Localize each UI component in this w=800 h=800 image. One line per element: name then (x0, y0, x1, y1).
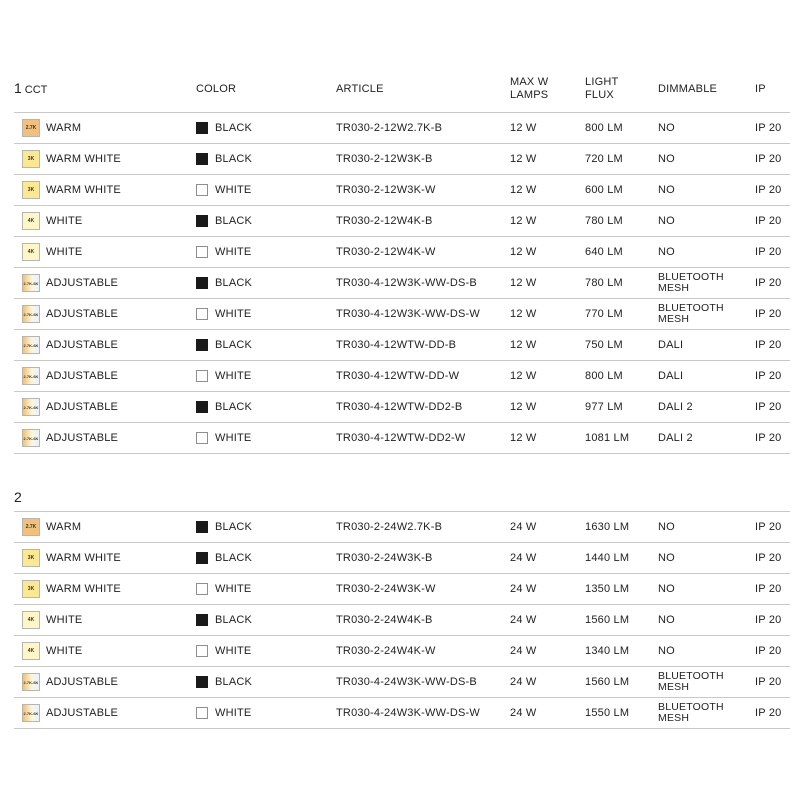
light-flux-cell: 780 LM (585, 215, 623, 227)
light-flux-cell: 1350 LM (585, 583, 630, 595)
article-cell: TR030-4-24W3K-WW-DS-B (336, 676, 477, 688)
ip-cell: IP 20 (755, 215, 782, 227)
color-swatch-icon (196, 707, 208, 719)
cct-label: WARM WHITE (46, 552, 121, 564)
color-label: BLACK (215, 339, 253, 351)
article-cell: TR030-2-12W3K-W (336, 184, 436, 196)
cct-cell (22, 330, 118, 360)
ip-cell: IP 20 (755, 521, 782, 533)
light-flux-cell: 1630 LM (585, 521, 630, 533)
ip-cell: IP 20 (755, 308, 782, 320)
header-color: COLOR (196, 83, 237, 95)
color-cell (196, 237, 251, 267)
ip-cell: IP 20 (755, 676, 782, 688)
cct-label: ADJUSTABLE (46, 676, 119, 688)
cct-badge-icon: 2.7K-6K (22, 673, 40, 691)
table-row (14, 175, 790, 206)
color-swatch-icon (196, 676, 208, 688)
color-label: BLACK (215, 215, 253, 227)
color-swatch-icon (196, 308, 208, 320)
cct-cell (22, 361, 118, 391)
color-label: BLACK (215, 521, 253, 533)
color-label: WHITE (215, 246, 252, 258)
max-w-cell: 12 W (510, 246, 537, 258)
light-flux-cell: 750 LM (585, 339, 623, 351)
light-flux-cell: 600 LM (585, 184, 623, 196)
color-swatch-icon (196, 552, 208, 564)
dimmable-cell: NO (658, 552, 675, 564)
cct-label: WARM WHITE (46, 184, 121, 196)
dimmable-cell: NO (658, 153, 675, 165)
cct-cell (22, 574, 121, 604)
color-label: BLACK (215, 614, 253, 626)
dimmable-line1: BLUETOOTH (658, 670, 724, 682)
dimmable-cell (658, 698, 748, 728)
color-swatch-icon (196, 521, 208, 533)
article-cell: TR030-4-12WTW-DD2-B (336, 401, 463, 413)
color-cell (196, 330, 252, 360)
dimmable-cell: DALI (658, 339, 684, 351)
cct-badge-icon: 2.7K (22, 119, 40, 137)
cct-badge-icon: 4K (22, 611, 40, 629)
cct-cell (22, 268, 118, 298)
cct-badge-icon: 4K (22, 642, 40, 660)
article-cell: TR030-2-12W4K-B (336, 215, 433, 227)
article-cell: TR030-2-12W3K-B (336, 153, 433, 165)
ip-cell: IP 20 (755, 707, 782, 719)
article-cell: TR030-2-24W4K-B (336, 614, 433, 626)
color-swatch-icon (196, 246, 208, 258)
ip-cell: IP 20 (755, 339, 782, 351)
article-cell: TR030-4-12WTW-DD-W (336, 370, 460, 382)
dimmable-line1: BLUETOOTH (658, 701, 724, 713)
max-w-cell: 12 W (510, 122, 537, 134)
color-label: WHITE (215, 184, 252, 196)
cct-cell (22, 605, 82, 635)
table-row (14, 574, 790, 605)
cct-cell (22, 113, 81, 143)
table-row (14, 543, 790, 574)
light-flux-cell: 1560 LM (585, 614, 630, 626)
light-flux-cell: 770 LM (585, 308, 623, 320)
light-flux-cell: 1440 LM (585, 552, 630, 564)
color-cell (196, 268, 252, 298)
dimmable-cell: NO (658, 184, 675, 196)
dimmable-line2: MESH (658, 282, 690, 294)
header-max-w-line1: MAX W (510, 76, 549, 88)
table-row (14, 144, 790, 175)
max-w-cell: 24 W (510, 521, 537, 533)
color-swatch-icon (196, 645, 208, 657)
table-row (14, 361, 790, 392)
header-light-flux (585, 76, 618, 102)
cct-label: ADJUSTABLE (46, 339, 119, 351)
color-cell (196, 206, 252, 236)
cct-badge-icon: 3K (22, 181, 40, 199)
color-label: BLACK (215, 676, 253, 688)
color-cell (196, 605, 252, 635)
max-w-cell: 24 W (510, 552, 537, 564)
max-w-cell: 12 W (510, 184, 537, 196)
max-w-cell: 24 W (510, 583, 537, 595)
cct-label: WHITE (46, 645, 83, 657)
color-label: BLACK (215, 277, 253, 289)
color-label: BLACK (215, 401, 253, 413)
cct-cell (22, 667, 118, 697)
color-cell (196, 698, 251, 728)
max-w-cell: 24 W (510, 614, 537, 626)
table-row (14, 423, 790, 454)
article-cell: TR030-4-24W3K-WW-DS-W (336, 707, 480, 719)
max-w-cell: 24 W (510, 676, 537, 688)
cct-label: WHITE (46, 215, 83, 227)
dimmable-cell: NO (658, 246, 675, 258)
dimmable-cell: NO (658, 521, 675, 533)
cct-label: ADJUSTABLE (46, 277, 119, 289)
color-label: WHITE (215, 432, 252, 444)
cct-cell (22, 543, 121, 573)
color-label: BLACK (215, 552, 253, 564)
cct-label: ADJUSTABLE (46, 401, 119, 413)
light-flux-cell: 977 LM (585, 401, 623, 413)
article-cell: TR030-2-12W2.7K-B (336, 122, 443, 134)
max-w-cell: 12 W (510, 215, 537, 227)
article-cell: TR030-2-24W3K-W (336, 583, 436, 595)
cct-label: WARM (46, 122, 82, 134)
color-cell (196, 144, 252, 174)
dimmable-line2: MESH (658, 712, 690, 724)
ip-cell: IP 20 (755, 645, 782, 657)
max-w-cell: 24 W (510, 707, 537, 719)
color-label: WHITE (215, 370, 252, 382)
max-w-cell: 12 W (510, 277, 537, 289)
dimmable-cell (658, 268, 748, 298)
cct-label: WARM WHITE (46, 153, 121, 165)
cct-badge-icon: 2.7K-6K (22, 274, 40, 292)
color-cell (196, 574, 251, 604)
dimmable-cell: NO (658, 614, 675, 626)
ip-cell: IP 20 (755, 122, 782, 134)
dimmable-cell: NO (658, 583, 675, 595)
article-cell: TR030-2-24W3K-B (336, 552, 433, 564)
cct-badge-icon: 3K (22, 580, 40, 598)
dimmable-cell: DALI 2 (658, 432, 693, 444)
ip-cell: IP 20 (755, 153, 782, 165)
cct-cell (22, 206, 82, 236)
color-swatch-icon (196, 277, 208, 289)
cct-cell (22, 512, 81, 542)
dimmable-cell (658, 667, 748, 697)
color-swatch-icon (196, 583, 208, 595)
max-w-cell: 12 W (510, 153, 537, 165)
dimmable-cell (658, 299, 748, 329)
table-row (14, 392, 790, 423)
table-body (14, 113, 790, 454)
dimmable-cell: NO (658, 215, 675, 227)
dimmable-cell: DALI (658, 370, 684, 382)
ip-cell: IP 20 (755, 552, 782, 564)
cct-badge-icon: 4K (22, 212, 40, 230)
color-label: WHITE (215, 308, 252, 320)
cct-label: ADJUSTABLE (46, 432, 119, 444)
cct-cell (22, 392, 118, 422)
dimmable-cell: NO (658, 122, 675, 134)
header-dimmable: DIMMABLE (658, 83, 718, 95)
cct-badge-icon: 2.7K (22, 518, 40, 536)
table-header (14, 486, 790, 512)
cct-badge-icon: 4K (22, 243, 40, 261)
header-flux-line2: FLUX (585, 89, 614, 101)
cct-badge-icon: 2.7K-6K (22, 367, 40, 385)
table-row (14, 206, 790, 237)
table-row (14, 605, 790, 636)
dimmable-cell: NO (658, 645, 675, 657)
cct-cell (22, 144, 121, 174)
ip-cell: IP 20 (755, 246, 782, 258)
color-cell (196, 423, 251, 453)
cct-badge-icon: 3K (22, 150, 40, 168)
cct-label: ADJUSTABLE (46, 707, 119, 719)
color-swatch-icon (196, 122, 208, 134)
cct-badge-icon: 2.7K-6K (22, 704, 40, 722)
color-cell (196, 175, 251, 205)
light-flux-cell: 1340 LM (585, 645, 630, 657)
color-cell (196, 299, 251, 329)
article-cell: TR030-2-24W4K-W (336, 645, 436, 657)
table-section-2 (14, 486, 790, 729)
color-cell (196, 113, 252, 143)
article-cell: TR030-4-12W3K-WW-DS-B (336, 277, 477, 289)
cct-cell (22, 636, 82, 666)
cct-badge-icon: 2.7K-6K (22, 429, 40, 447)
dimmable-cell: DALI 2 (658, 401, 693, 413)
table-row (14, 113, 790, 144)
cct-badge-icon: 3K (22, 549, 40, 567)
max-w-cell: 12 W (510, 339, 537, 351)
header-flux-line1: LIGHT (585, 76, 619, 88)
cct-cell (22, 423, 118, 453)
dimmable-line2: MESH (658, 313, 690, 325)
light-flux-cell: 800 LM (585, 122, 623, 134)
color-swatch-icon (196, 184, 208, 196)
article-cell: TR030-4-12WTW-DD2-W (336, 432, 466, 444)
light-flux-cell: 720 LM (585, 153, 623, 165)
header-max-w (510, 76, 548, 102)
color-swatch-icon (196, 215, 208, 227)
header-cct: CCT (24, 84, 48, 96)
cct-cell (22, 237, 82, 267)
light-flux-cell: 640 LM (585, 246, 623, 258)
table-row (14, 299, 790, 330)
table-body (14, 512, 790, 729)
table-row (14, 330, 790, 361)
light-flux-cell: 1550 LM (585, 707, 630, 719)
color-swatch-icon (196, 614, 208, 626)
max-w-cell: 24 W (510, 645, 537, 657)
article-cell: TR030-4-12WTW-DD-B (336, 339, 457, 351)
header-article: ARTICLE (336, 83, 384, 95)
header-max-w-line2: LAMPS (510, 89, 549, 101)
ip-cell: IP 20 (755, 277, 782, 289)
table-row (14, 667, 790, 698)
ip-cell: IP 20 (755, 432, 782, 444)
color-cell (196, 543, 252, 573)
table-row (14, 268, 790, 299)
section-number: 2 (14, 489, 22, 505)
ip-cell: IP 20 (755, 583, 782, 595)
ip-cell: IP 20 (755, 401, 782, 413)
cct-label: WARM (46, 521, 82, 533)
cct-cell (22, 698, 118, 728)
color-swatch-icon (196, 432, 208, 444)
light-flux-cell: 780 LM (585, 277, 623, 289)
section-number: 1 (14, 80, 22, 96)
table-row (14, 636, 790, 667)
cct-label: WARM WHITE (46, 583, 121, 595)
cct-cell (22, 299, 118, 329)
color-swatch-icon (196, 370, 208, 382)
ip-cell: IP 20 (755, 370, 782, 382)
color-label: WHITE (215, 645, 252, 657)
color-label: BLACK (215, 153, 253, 165)
max-w-cell: 12 W (510, 432, 537, 444)
dimmable-text (658, 303, 724, 325)
dimmable-line2: MESH (658, 681, 690, 693)
cct-label: ADJUSTABLE (46, 308, 119, 320)
table-row (14, 512, 790, 543)
table-section-1 (14, 74, 790, 454)
color-label: BLACK (215, 122, 253, 134)
cct-label: WHITE (46, 246, 83, 258)
color-cell (196, 512, 252, 542)
light-flux-cell: 1560 LM (585, 676, 630, 688)
color-label: WHITE (215, 583, 252, 595)
max-w-cell: 12 W (510, 308, 537, 320)
cct-badge-icon: 2.7K-6K (22, 398, 40, 416)
color-swatch-icon (196, 153, 208, 165)
cct-label: WHITE (46, 614, 83, 626)
ip-cell: IP 20 (755, 614, 782, 626)
color-label: WHITE (215, 707, 252, 719)
header-ip: IP (755, 83, 766, 95)
light-flux-cell: 1081 LM (585, 432, 630, 444)
color-swatch-icon (196, 339, 208, 351)
max-w-cell: 12 W (510, 370, 537, 382)
dimmable-text (658, 272, 724, 294)
article-cell: TR030-4-12W3K-WW-DS-W (336, 308, 480, 320)
article-cell: TR030-2-12W4K-W (336, 246, 436, 258)
dimmable-line1: BLUETOOTH (658, 271, 724, 283)
color-swatch-icon (196, 401, 208, 413)
cct-label: ADJUSTABLE (46, 370, 119, 382)
color-cell (196, 667, 252, 697)
cct-badge-icon: 2.7K-6K (22, 305, 40, 323)
max-w-cell: 12 W (510, 401, 537, 413)
dimmable-text (658, 671, 724, 693)
ip-cell: IP 20 (755, 184, 782, 196)
dimmable-line1: BLUETOOTH (658, 302, 724, 314)
table-row (14, 237, 790, 268)
article-cell: TR030-2-24W2.7K-B (336, 521, 443, 533)
color-cell (196, 361, 251, 391)
table-header (14, 74, 790, 113)
table-row (14, 698, 790, 729)
dimmable-text (658, 702, 724, 724)
color-cell (196, 392, 252, 422)
cct-badge-icon: 2.7K-6K (22, 336, 40, 354)
light-flux-cell: 800 LM (585, 370, 623, 382)
color-cell (196, 636, 251, 666)
cct-cell (22, 175, 121, 205)
